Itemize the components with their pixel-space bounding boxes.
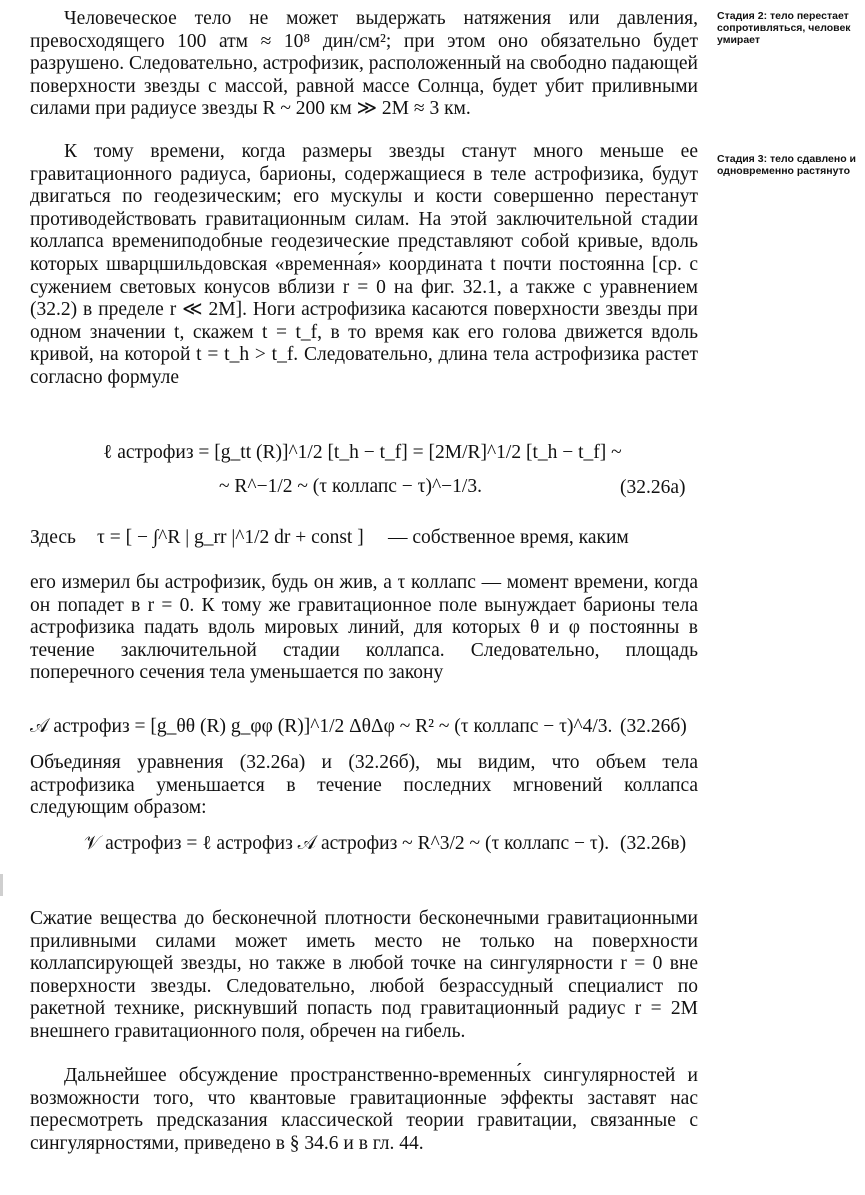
paragraph-further-discussion	[30, 1065, 698, 1155]
paragraph-text: Сжатие вещества до бесконечной плотности бесконечными гравитационными приливными силами может иметь место не только на поверхности коллапсирующей звезды, но также в любой точке на сингулярности r = 0 вне поверхности звезды. Следовательно, любой безрассудный специалист по ракетной технике, рискнувший попасть под гравитационный радиус r = 2M внешнего гравитационного поля, обречен на гибель.	[30, 908, 698, 1042]
paragraph-text: К тому времени, когда размеры звезды станут много меньше ее гравитационного радиуса, барионы, содержащиеся в теле астрофизика, будут двигаться по геодезическим; его мускулы и кости совершенно перестанут противодействовать гравитационным силам. На этой заключительной стадии коллапса времениподобные геодезические представляют собой кривые, вдоль которых шварцшильдовская «временна́я» координата t почти постоянна [ср. с сужением световых конусов вблизи r = 0 на фиг. 32.1, а также с уравнением (32.2) в пределе r ≪ 2M]. Ноги астрофизика касаются поверхности звезды при одном значении t, скажем t = t_f, в то время как его голова движется вдоль кривой, на которой t = t_h > t_f. Следовательно, длина тела астрофизика растет согласно формуле	[30, 141, 698, 388]
paragraph-text: Объединяя уравнения (32.26а) и (32.26б), мы видим, что объем тела астрофизика уменьшается в течение последних мгновений коллапса следующим образом:	[30, 752, 698, 819]
equation-length-line-1: ℓ астрофиз = [g_tt (R)]^1/2 [t_h − t_f] = [2M/R]^1/2 [t_h − t_f] ~	[103, 442, 622, 463]
paragraph-singularity	[30, 908, 698, 1044]
paragraph-cross-section	[30, 572, 698, 685]
equation-number: (32.26в)	[620, 833, 687, 854]
paragraph-geodesics	[30, 141, 698, 390]
equation-length-line-2: ~ R^−1/2 ~ (τ коллапс − τ)^−1/3.	[219, 476, 482, 497]
paragraph-text: его измерил бы астрофизик, будь он жив, а τ коллапс — момент времени, когда он попадет в r = 0. К тому же гравитационное поле вынуждает барионы тела астрофизика падать вдоль мировых линий, для которых θ и φ постоянны в течение заключительной стадии коллапса. Следовательно, площадь поперечного сечения тела уменьшается по закону	[30, 572, 698, 684]
equation-area: 𝒜 астрофиз = [g_θθ (R) g_φφ (R)]^1/2 ΔθΔφ ~ R² ~ (τ коллапс − τ)^4/3.	[30, 716, 613, 737]
paragraph-text: Дальнейшее обсуждение пространственно-временны́х сингулярностей и возможности того, что квантовые гравитационные эффекты заставят нас пересмотреть предсказания классической теории гравитации, связанные с сингулярностями, приведено в § 34.6 и в гл. 44.	[30, 1065, 698, 1154]
proper-time-definition-label: Здесь	[30, 527, 76, 548]
scan-artifact	[0, 874, 3, 896]
paragraph-text: Человеческое тело не может выдержать натяжения или давления, превосходящего 100 атм ≈ 10⁸ дин/см²; при этом оно обязательно будет разрушено. Следовательно, астрофизик, расположенный на свободно падающей поверхности звезды с массой, равной массе Солнца, будет убит приливными силами при радиусе звезды R ~ 200 км ≫ 2M ≈ 3 км.	[30, 8, 698, 120]
paragraph-tidal-limit	[30, 8, 698, 121]
equation-volume: 𝒱 астрофиз = ℓ астрофиз 𝒜 астрофиз ~ R^3/2 ~ (τ коллапс − τ).	[84, 833, 610, 854]
equation-number: (32.26б)	[620, 716, 687, 737]
proper-time-definition-text: — собственное время, каким	[388, 527, 629, 548]
sidenote-stage-2: Стадия 2: тело перестает сопротивляться, человек умирает	[717, 10, 851, 46]
paragraph-volume	[30, 752, 698, 820]
proper-time-definition-formula: τ = [ − ∫^R | g_rr |^1/2 dr + const ]	[97, 527, 364, 548]
sidenote-stage-3: Стадия 3: тело сдавлено и одновременно растянуто	[717, 153, 856, 177]
equation-number: (32.26а)	[620, 477, 686, 498]
